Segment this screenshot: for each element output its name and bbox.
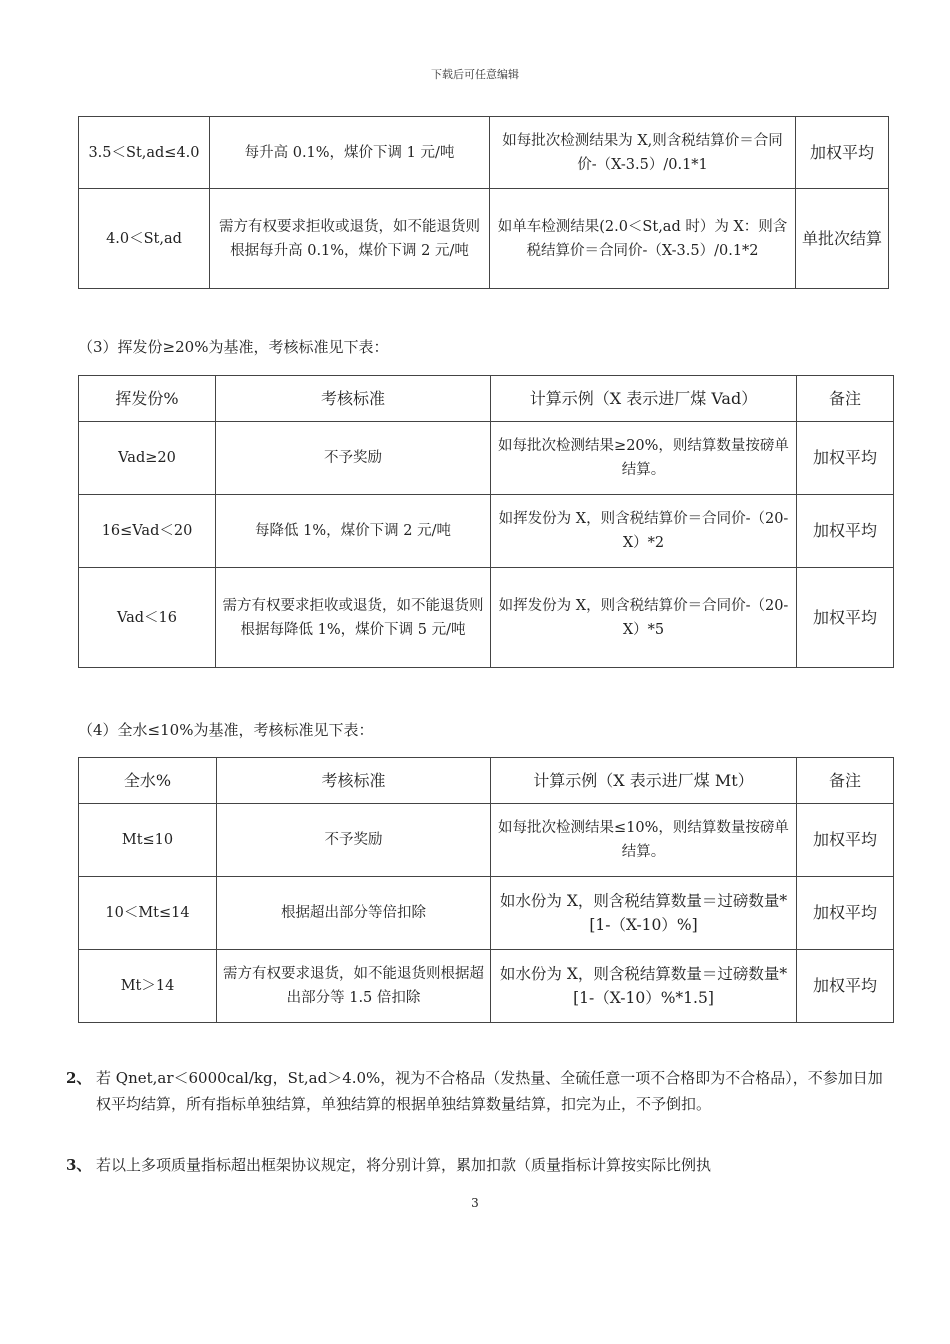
- table-cell: 如单车检测结果(2.0＜St,ad 时）为 X：则含税结算价＝合同价-（X-3.5）/0.1*2: [490, 189, 796, 289]
- table-cell: 加权平均: [797, 495, 894, 568]
- clause-3: [66, 1152, 888, 1178]
- table-cell: 如挥发份为 X，则含税结算价＝合同价-（20-X）*2: [491, 495, 797, 568]
- table-cell: 每升高 0.1%，煤价下调 1 元/吨: [210, 117, 490, 189]
- column-header: 计算示例（X 表示进厂煤 Vad）: [491, 376, 797, 422]
- table-cell: 根据超出部分等倍扣除: [217, 877, 491, 950]
- clause-text: 若 Qnet,ar＜6000cal/kg，St,ad＞4.0%，视为不合格品（发热量、全硫任意一项不合格即为不合格品），不参加日加权平均结算，所有指标单独结算，单独结算的根据单独结算数量结算，扣完为止，不予倒扣。: [96, 1069, 883, 1113]
- table-cell: 加权平均: [797, 422, 894, 495]
- column-header: 考核标准: [216, 376, 491, 422]
- table-cell: 10＜Mt≤14: [79, 877, 217, 950]
- column-header: 备注: [797, 758, 894, 804]
- table-cell: 如挥发份为 X，则含税结算价＝合同价-（20-X）*5: [491, 568, 797, 668]
- table-cell: 如水份为 X，则含税结算数量＝过磅数量*[1-（X-10）%]: [491, 877, 797, 950]
- table-cell: Vad≥20: [79, 422, 216, 495]
- table-cell: 加权平均: [797, 877, 894, 950]
- table-cell: 如水份为 X，则含税结算数量＝过磅数量*[1-（X-10）%*1.5]: [491, 950, 797, 1023]
- moisture-caption: （4）全水≤10%为基准，考核标准见下表：: [78, 721, 374, 739]
- table-row: [79, 422, 894, 495]
- table-cell: Mt＞14: [79, 950, 217, 1023]
- table-cell: 如每批次检测结果≥20%，则结算数量按磅单结算。: [491, 422, 797, 495]
- column-header: 挥发份%: [79, 376, 216, 422]
- clause-number: 2、: [66, 1069, 92, 1087]
- table-cell: 如每批次检测结果为 X,则含税结算价＝合同价-（X-3.5）/0.1*1: [490, 117, 796, 189]
- column-header: 计算示例（X 表示进厂煤 Mt）: [491, 758, 797, 804]
- column-header: 备注: [797, 376, 894, 422]
- table-cell: 不予奖励: [216, 422, 491, 495]
- table-cell: 如每批次检测结果≤10%，则结算数量按磅单结算。: [491, 804, 797, 877]
- clause-number: 3、: [66, 1156, 92, 1174]
- table-cell: 加权平均: [797, 950, 894, 1023]
- table-cell: 16≤Vad＜20: [79, 495, 216, 568]
- page-number: 3: [471, 1196, 479, 1210]
- table-cell: 加权平均: [797, 804, 894, 877]
- table-row: [79, 877, 894, 950]
- column-header: 全水%: [79, 758, 217, 804]
- header-note: 下载后可任意编辑: [431, 68, 519, 81]
- table-cell: 3.5＜St,ad≤4.0: [79, 117, 210, 189]
- table-cell: 需方有权要求退货，如不能退货则根据超出部分等 1.5 倍扣除: [217, 950, 491, 1023]
- table-row: [79, 189, 889, 289]
- table-row: [79, 804, 894, 877]
- table-row: [79, 117, 889, 189]
- table-row: [79, 568, 894, 668]
- table-row: [79, 950, 894, 1023]
- volatile-table: [78, 375, 894, 668]
- table-cell: Vad＜16: [79, 568, 216, 668]
- table-row: [79, 495, 894, 568]
- table-header-row: [79, 376, 894, 422]
- volatile-caption: （3）挥发份≥20%为基准，考核标准见下表：: [78, 338, 389, 356]
- table-cell: 需方有权要求拒收或退货，如不能退货则根据每升高 0.1%，煤价下调 2 元/吨: [210, 189, 490, 289]
- clause-2: [66, 1065, 888, 1117]
- column-header: 考核标准: [217, 758, 491, 804]
- moisture-table: [78, 757, 894, 1023]
- sulfur-table: [78, 116, 889, 289]
- table-cell: 不予奖励: [217, 804, 491, 877]
- table-header-row: [79, 758, 894, 804]
- table-cell: Mt≤10: [79, 804, 217, 877]
- table-cell: 加权平均: [797, 568, 894, 668]
- clause-text: 若以上多项质量指标超出框架协议规定，将分别计算，累加扣款（质量指标计算按实际比例执: [96, 1156, 712, 1174]
- table-cell: 单批次结算: [796, 189, 889, 289]
- table-cell: 需方有权要求拒收或退货，如不能退货则根据每降低 1%，煤价下调 5 元/吨: [216, 568, 491, 668]
- table-cell: 4.0＜St,ad: [79, 189, 210, 289]
- table-cell: 每降低 1%，煤价下调 2 元/吨: [216, 495, 491, 568]
- table-cell: 加权平均: [796, 117, 889, 189]
